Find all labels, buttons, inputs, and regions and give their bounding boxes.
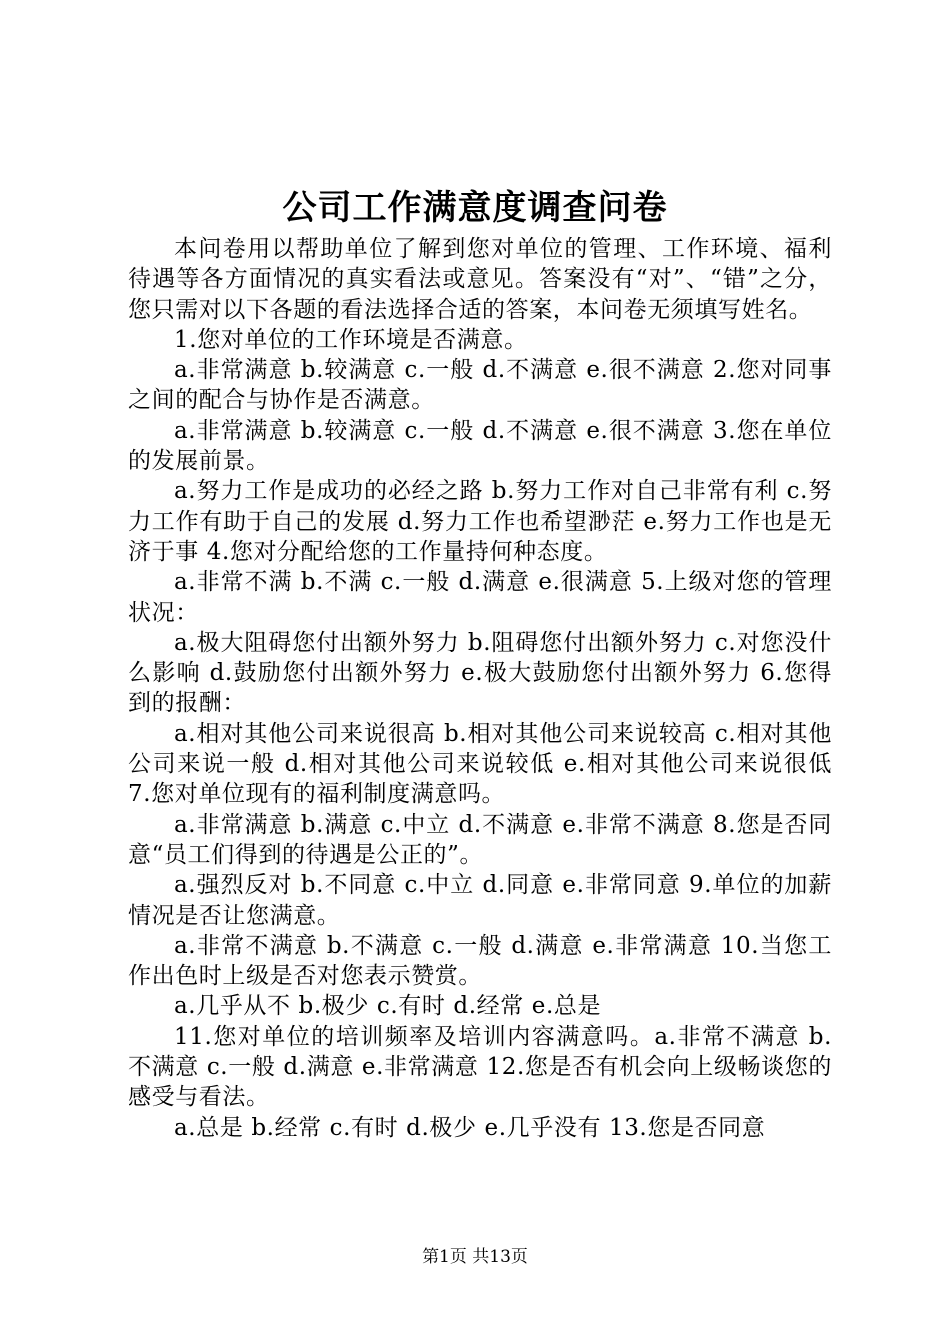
question-paragraph: a.几乎从不 b.极少 c.有时 d.经常 e.总是 <box>174 993 602 1020</box>
question-paragraph: a.非常满意 b.较满意 c.一般 d.不满意 e.很不满意 2.您对同事之间的配合与协作是否满意。 <box>128 357 832 414</box>
page-footer: 第1页 共13页 <box>422 1247 528 1267</box>
document-body <box>128 234 832 1143</box>
question-paragraph: a.非常满意 b.较满意 c.一般 d.不满意 e.很不满意 3.您在单位的发展前景。 <box>128 417 832 475</box>
question-paragraph: a.努力工作是成功的必经之路 b.努力工作对自己非常有利 c.努力工作有助于自己的发展 d.努力工作也希望渺茫 e.努力工作也是无济于事 4.您对分配给您的工作量持何种态度。 <box>128 478 832 565</box>
question-paragraph: 1.您对单位的工作环境是否满意。 <box>174 326 528 353</box>
question-paragraph: a.总是 b.经常 c.有时 d.极少 e.几乎没有 13.您是否同意 <box>174 1114 766 1141</box>
question-paragraph: a.相对其他公司来说很高 b.相对其他公司来说较高 c.相对其他公司来说一般 d.相对其他公司来说较低 e.相对其他公司来说很低 7.您对单位现有的福利制度满意吗。 <box>128 720 832 808</box>
document-title: 公司工作满意度调查问卷 <box>282 188 668 228</box>
question-paragraph: a.强烈反对 b.不同意 c.中立 d.同意 e.非常同意 9.单位的加薪情况是否让您满意。 <box>128 872 832 929</box>
question-paragraph: a.非常不满 b.不满 c.一般 d.满意 e.很满意 5.上级对您的管理状况： <box>128 569 832 626</box>
question-paragraph: a.非常不满意 b.不满意 c.一般 d.满意 e.非常满意 10.当您工作出色时上级是否对您表示赞赏。 <box>128 932 832 990</box>
question-paragraph: 11.您对单位的培训频率及培训内容满意吗。a.非常不满意 b.不满意 c.一般 d.满意 e.非常满意 12.您是否有机会向上级畅谈您的感受与看法。 <box>128 1023 832 1111</box>
question-paragraph: a.极大阻碍您付出额外努力 b.阻碍您付出额外努力 c.对您没什么影响 d.鼓励您付出额外努力 e.极大鼓励您付出额外努力 6.您得到的报酬： <box>128 629 832 717</box>
intro-paragraph: 本问卷用以帮助单位了解到您对单位的管理、工作环境、福利待遇等各方面情况的真实看法或意见。答案没有“对”、“错”之分，您只需对以下各题的看法选择合适的答案，本问卷无须填写姓名。 <box>128 236 832 323</box>
question-paragraph: a.非常满意 b.满意 c.中立 d.不满意 e.非常不满意 8.您是否同意“员工们得到的待遇是公正的”。 <box>128 811 832 868</box>
